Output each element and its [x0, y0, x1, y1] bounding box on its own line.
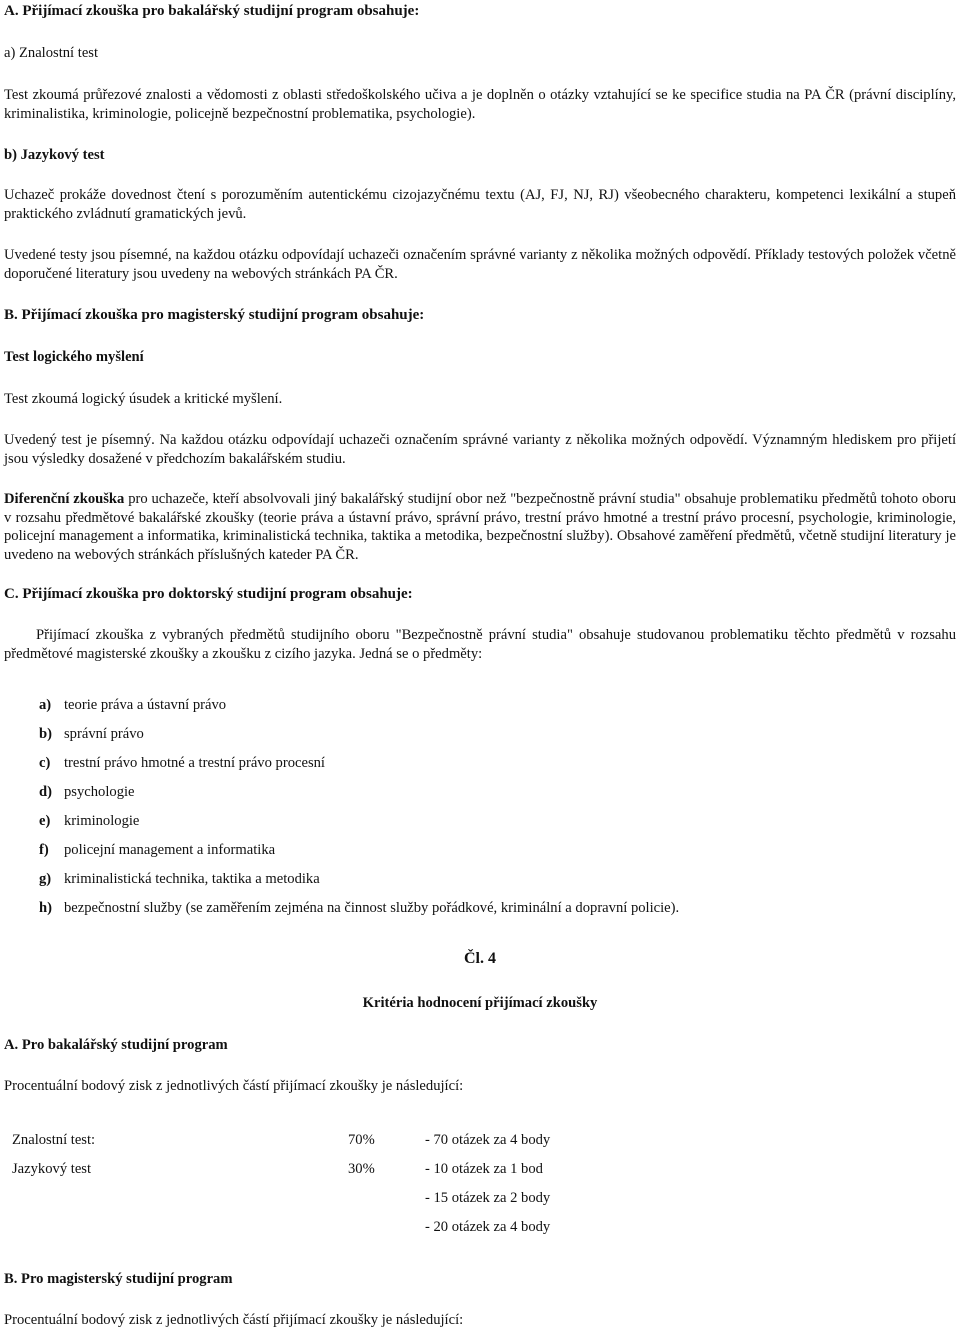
subject-item: a) teorie práva a ústavní právo [39, 697, 227, 713]
subject-item: f) policejní management a informatika [39, 842, 276, 858]
language-test-title: b) Jazykový test [4, 147, 105, 163]
subject-item: g) kriminalistická technika, taktika a metodika [39, 871, 320, 887]
score-row-detail: - 10 otázek za 1 bod [425, 1161, 543, 1177]
differential-exam-text: pro uchazeče, kteří absolvovali jiný bakalářský studijní obor než "bezpečnostně právní studia" obsahuje problematiku předmětů tohoto oboru v rozsahu předmětové bakalářské zkoušky (teorie práva a ústavní právo, správní právo, trestní právo hmotné a trestní právo procesní, psychologie, kriminologie, policejní management a informatika, kriminalistická technika, taktika a metodika, bezpečnostní služby). Obsahové zaměření předmětů, včetně studijní literatury je uvedeno na webových stránkách příslušných kateder PA ČR. [4, 491, 956, 563]
subject-item: c) trestní právo hmotné a trestní právo procesní [39, 755, 325, 771]
criteria-a-intro: Procentuální bodový zisk z jednotlivých částí přijímací zkoušky je následující: [4, 1078, 464, 1094]
article-title: Kritéria hodnocení přijímací zkoušky [362, 995, 598, 1011]
score-row-detail: - 70 otázek za 4 body [425, 1132, 551, 1148]
score-row-detail: - 15 otázek za 2 body [425, 1190, 551, 1206]
differential-exam-label: Diferenční zkouška [4, 491, 125, 507]
score-row-detail: - 20 otázek za 4 body [425, 1219, 551, 1235]
score-row-label: Znalostní test: [12, 1132, 96, 1148]
knowledge-test-text: Test zkoumá průřezové znalosti a vědomosti z oblasti středoškolského učiva a je doplněn o otázky vztahující se ke specifice studia na PA ČR (právní disciplíny, kriminalistika, kriminologie, policejně bezpečnostní problematika, psychologie). [4, 87, 956, 122]
section-a-note: Uvedené testy jsou písemné, na každou otázku odpovídají uchazeči označením správné varianty z několika možných odpovědí. Příklady testových položek včetně doporučené literatury jsou uvedeny na webových stránkách PA ČR. [4, 247, 956, 282]
knowledge-test-title: a) Znalostní test [4, 45, 99, 61]
score-row-percent: 70% [348, 1132, 375, 1148]
article-number: Čl. 4 [464, 950, 496, 967]
section-a-heading: A. Přijímací zkouška pro bakalářský studijní program obsahuje: [4, 3, 420, 19]
logic-test-title: Test logického myšlení [4, 349, 144, 365]
score-row-percent: 30% [348, 1161, 375, 1177]
criteria-a-heading: A. Pro bakalářský studijní program [4, 1037, 228, 1053]
criteria-b-intro: Procentuální bodový zisk z jednotlivých částí přijímací zkoušky je následující: [4, 1312, 464, 1328]
subject-item: e) kriminologie [39, 813, 140, 829]
section-c-text: Přijímací zkouška z vybraných předmětů studijního oboru "Bezpečnostně právní studia" obsahuje studovanou problematiku těchto předmětů v rozsahu předmětové magisterské zkoušky a zkoušku z cizího jazyka. Jedná se o předměty: [4, 627, 956, 662]
subject-item: d) psychologie [39, 784, 135, 800]
differential-exam-paragraph [4, 490, 956, 564]
language-test-text: Uchazeč prokáže dovednost čtení s porozuměním autentickému cizojazyčnému textu (AJ, FJ, NJ, RJ) všeobecného charakteru, kompetenci lexikální a stupeň praktického zvládnutí gramatických jevů. [4, 187, 956, 222]
subject-item: h) bezpečnostní služby (se zaměřením zejména na činnost služby pořádkové, kriminální a dopravní policie). [39, 900, 680, 916]
criteria-b-heading: B. Pro magisterský studijní program [4, 1271, 233, 1287]
section-b-heading: B. Přijímací zkouška pro magisterský studijní program obsahuje: [4, 307, 425, 323]
section-b-note: Uvedený test je písemný. Na každou otázku odpovídají uchazeči označením správné varianty z několika možných odpovědí. Významným hlediskem pro přijetí jsou výsledky dosažené v předchozím bakalářském studiu. [4, 432, 956, 467]
section-c-heading: C. Přijímací zkouška pro doktorský studijní program obsahuje: [4, 586, 413, 602]
subject-item: b) správní právo [39, 726, 144, 742]
logic-test-text: Test zkoumá logický úsudek a kritické myšlení. [4, 391, 283, 407]
score-row-label: Jazykový test [12, 1161, 92, 1177]
